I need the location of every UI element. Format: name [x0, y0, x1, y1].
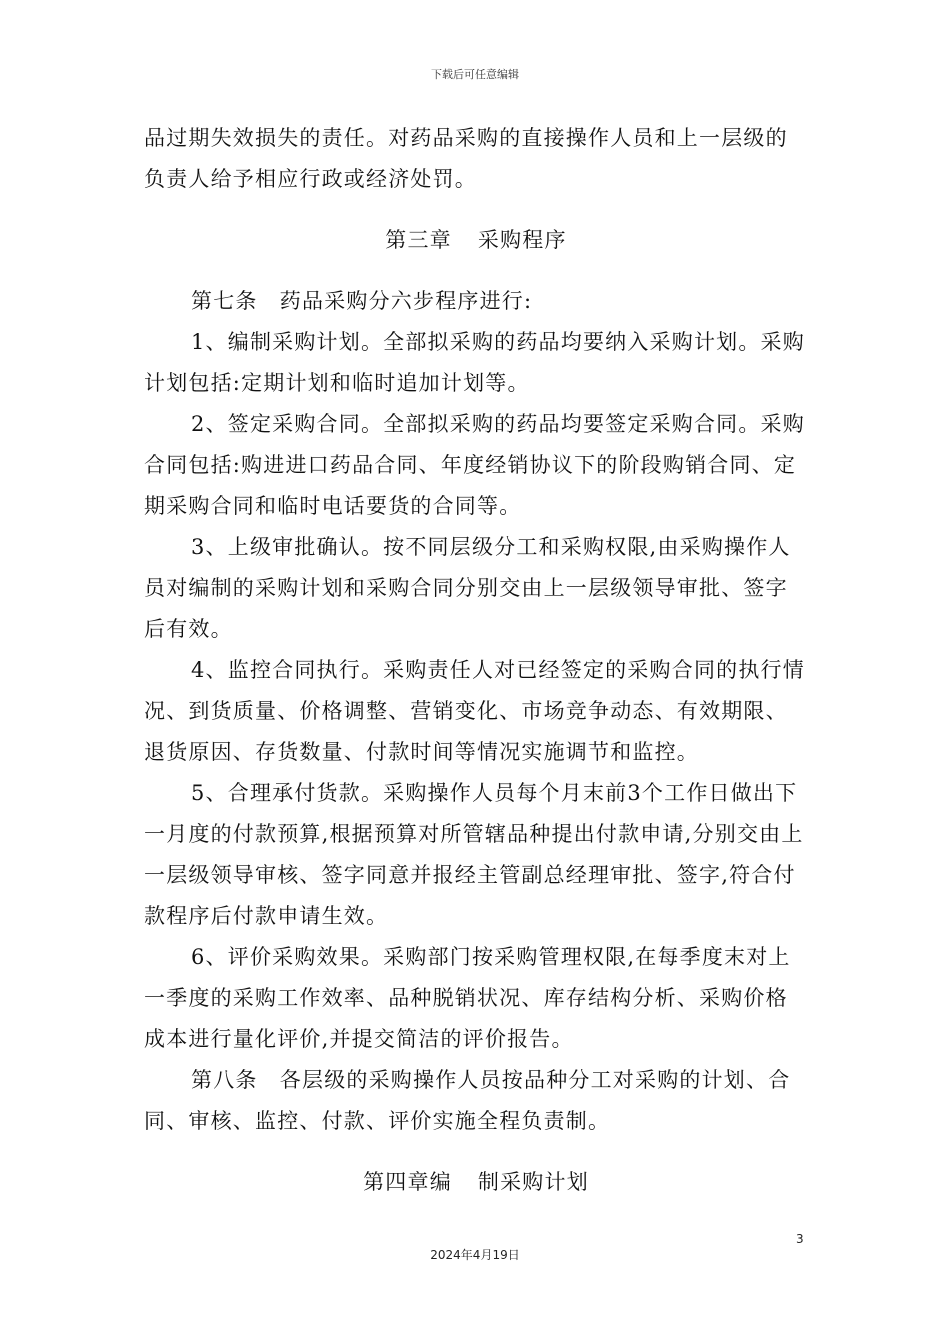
step-5: 5、合理承付货款。采购操作人员每个月末前3个工作日做出下一月度的付款预算,根据预算对所管辖品种提出付款申请,分别交由上一层级领导审核、签字同意并报经主管副总经理审批、签字,符合付款程序后付款申请生效。: [144, 781, 804, 928]
chapter-number: 第四章编: [363, 1170, 452, 1194]
footer-date: 2024年4月19日: [430, 1248, 520, 1262]
step-2: 2、签定采购合同。全部拟采购的药品均要签定采购合同。采购合同包括:购进进口药品合同、年度经销协议下的阶段购销合同、定期采购合同和临时电话要货的合同等。: [144, 412, 805, 518]
document-body: [144, 118, 808, 1223]
page-number: 3: [796, 1232, 804, 1246]
chapter-heading-3: [144, 220, 808, 261]
chapter-heading-4: [144, 1162, 808, 1203]
chapter-title: 采购程序: [477, 228, 567, 252]
step-6: 6、评价采购效果。采购部门按采购管理权限,在每季度末对上一季度的采购工作效率、品种脱销状况、库存结构分析、采购价格成本进行量化评价,并提交简洁的评价报告。: [144, 945, 791, 1051]
paragraph-penalty: 品过期失效损失的责任。对药品采购的直接操作人员和上一层级的负责人给予相应行政或经济处罚。: [144, 126, 788, 191]
chapter-number: 第三章: [385, 228, 452, 252]
step-4: 4、监控合同执行。采购责任人对已经签定的采购合同的执行情况、到货质量、价格调整、营销变化、市场竞争动态、有效期限、退货原因、存货数量、付款时间等情况实施调节和监控。: [144, 658, 805, 764]
page-header: 下载后可任意编辑: [431, 68, 519, 81]
step-3: 3、上级审批确认。按不同层级分工和采购权限,由采购操作人员对编制的采购计划和采购合同分别交由上一层级领导审批、签字后有效。: [144, 535, 791, 641]
article-8: 第八条 各层级的采购操作人员按品种分工对采购的计划、合同、审核、监控、付款、评价实施全程负责制。: [144, 1068, 791, 1133]
chapter-title: 制采购计划: [477, 1170, 589, 1194]
article-7: 第七条 药品采购分六步程序进行:: [191, 289, 533, 313]
step-1: 1、编制采购计划。全部拟采购的药品均要纳入采购计划。采购计划包括:定期计划和临时追加计划等。: [144, 330, 805, 395]
